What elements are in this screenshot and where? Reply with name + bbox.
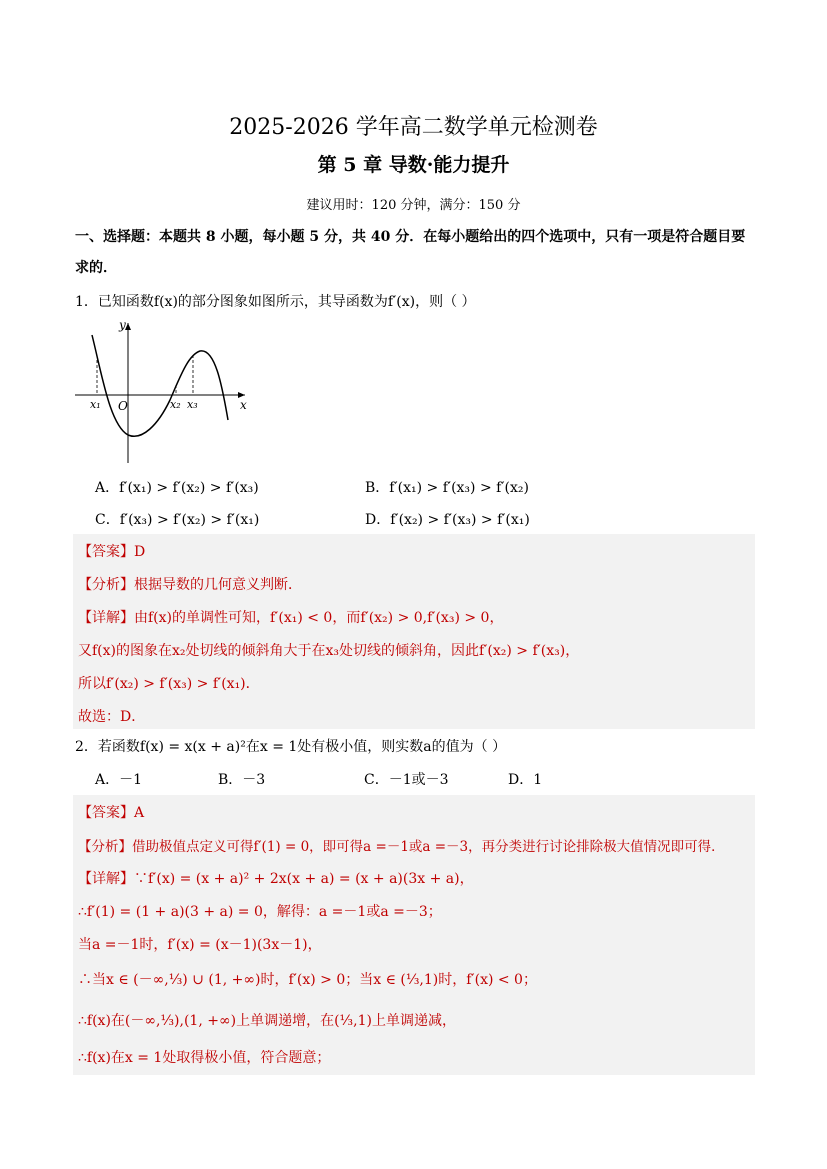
q2-analysis: 【分析】借助极值点定义可得f′(1) = 0，即可得a =－1或a =－3，再分类进行讨论排除极大值情况即可得． xyxy=(78,839,725,855)
y-axis-arrow xyxy=(125,323,131,330)
q2-detail-4: ∴当x ∈ (－∞,⅓) ∪ (1, +∞)时，f′(x) > 0；当x ∈ (⅓,1)时，f′(x) < 0； xyxy=(78,972,537,988)
chapter-subtitle: 第 5 章 导数·能力提升 xyxy=(317,154,510,176)
function-graph xyxy=(70,315,250,465)
x1-label: x₁ xyxy=(90,398,101,411)
q1-detail-2: 又f(x)的图象在x₂处切线的倾斜角大于在x₃处切线的倾斜角，因此f′(x₂) > f′(x₃)， xyxy=(78,643,580,659)
q2-option-b: B．－3 xyxy=(218,772,266,788)
q2-detail-1: 【详解】∵f′(x) = (x + a)² + 2x(x + a) = (x + a)(3x + a)， xyxy=(78,871,474,887)
q1-option-b: B．f′(x₁) > f′(x₃) > f′(x₂) xyxy=(365,480,529,496)
q1-option-d: D．f′(x₂) > f′(x₃) > f′(x₁) xyxy=(365,512,530,528)
q1-option-c: C．f′(x₃) > f′(x₂) > f′(x₁) xyxy=(95,512,260,528)
q1-option-a: A．f′(x₁) > f′(x₂) > f′(x₃) xyxy=(95,480,259,496)
x3-label: x₃ xyxy=(187,398,198,411)
q1-analysis: 【分析】根据导数的几何意义判断． xyxy=(78,577,302,593)
q1-choice: 故选：D． xyxy=(78,709,146,725)
q2-detail-6: ∴f(x)在x = 1处取得极小值，符合题意； xyxy=(78,1050,331,1066)
question-1-stem: 1．已知函数f(x)的部分图象如图所示，其导函数为f′(x)，则（ ） xyxy=(75,294,476,310)
page-title: 2025-2026 学年高二数学单元检测卷 xyxy=(229,115,598,140)
q2-detail-3: 当a =－1时，f′(x) = (x－1)(3x－1)， xyxy=(78,937,322,953)
q2-detail-5: ∴f(x)在(－∞,⅓),(1, +∞)上单调递增，在(⅓,1)上单调递减， xyxy=(78,1013,456,1029)
section-heading-line1: 一、选择题：本题共 8 小题，每小题 5 分，共 40 分．在每小题给出的四个选项中，只有一项是符合题目要 xyxy=(75,229,746,245)
function-curve xyxy=(92,335,228,436)
x2-label: x₂ xyxy=(170,398,181,411)
q2-detail-2: ∴f′(1) = (1 + a)(3 + a) = 0，解得：a =－1或a =－3； xyxy=(78,904,442,920)
q1-answer: 【答案】D xyxy=(78,544,146,560)
exam-meta: 建议用时：120 分钟，满分：150 分 xyxy=(306,198,521,213)
q1-answer-block xyxy=(73,534,755,729)
question-2-stem: 2．若函数f(x) = x(x + a)²在x = 1处有极小值，则实数a的值为（ ） xyxy=(75,739,507,755)
q2-answer-block xyxy=(73,795,755,1075)
q1-detail-3: 所以f′(x₂) > f′(x₃) > f′(x₁)． xyxy=(78,676,260,692)
section-heading-line2: 求的． xyxy=(75,260,117,276)
q2-answer: 【答案】A xyxy=(78,805,145,821)
q2-option-c: C．－1或－3 xyxy=(364,772,449,788)
q2-option-a: A．－1 xyxy=(95,772,143,788)
q2-option-d: D．1 xyxy=(508,772,543,788)
y-label: y xyxy=(119,318,126,332)
origin-label: O xyxy=(118,399,128,413)
q1-detail-1: 【详解】由f(x)的单调性可知，f′(x₁) < 0，而f′(x₂) > 0,f′(x₃) > 0， xyxy=(78,610,504,626)
section-heading xyxy=(75,222,755,284)
x-label: x xyxy=(240,398,247,412)
